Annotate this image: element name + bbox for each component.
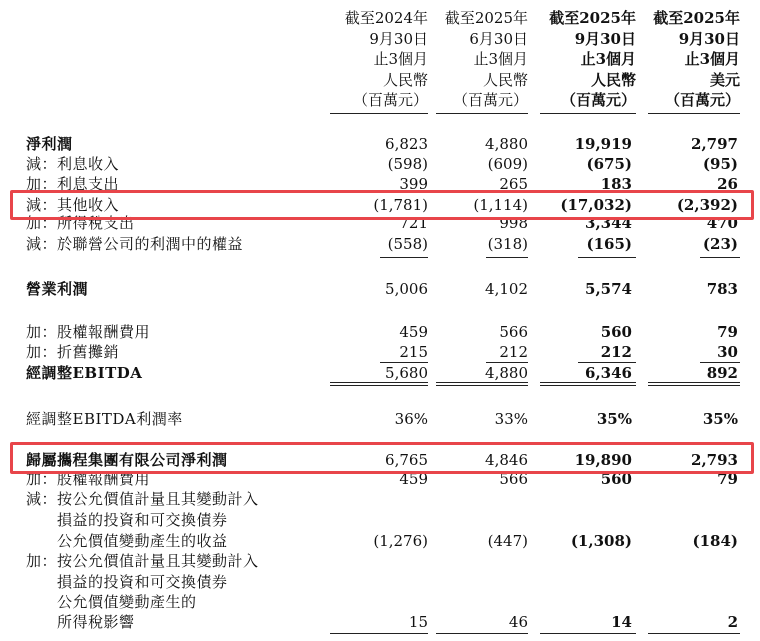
- subtotal-rule: [380, 257, 428, 258]
- table-row: [0, 342, 760, 362]
- header-line: （百萬元）: [452, 91, 528, 109]
- cell-value: 19,919: [574, 135, 632, 153]
- cell-value: (23): [702, 235, 738, 253]
- column-header-q3-2024-rmb: [322, 8, 428, 111]
- cell-value: 46: [508, 613, 528, 631]
- row-label: 加：利息支出: [26, 175, 120, 193]
- row-label: 經調整EBITDA利潤率: [26, 410, 183, 428]
- header-line: 人民幣: [382, 70, 428, 89]
- cell-value: 35%: [702, 410, 738, 428]
- header-rule: [648, 113, 740, 114]
- cell-value: 892: [706, 364, 738, 382]
- cell-value: 33%: [494, 410, 528, 428]
- cell-value: 19,890: [574, 451, 632, 469]
- table-row: [0, 134, 760, 154]
- cell-value: (2,392): [676, 196, 738, 214]
- cell-value: 30: [717, 343, 738, 361]
- cell-value: 4,846: [485, 451, 528, 469]
- cell-value: 560: [600, 470, 632, 488]
- cell-value: (318): [487, 235, 528, 253]
- row-label: 加：股權報酬費用: [26, 323, 151, 341]
- header-line: 人民幣: [590, 70, 636, 89]
- cell-value: (675): [586, 155, 632, 173]
- header-line: 截至2025年: [549, 9, 636, 27]
- row-label: 營業利潤: [26, 280, 89, 298]
- header-line: 止3個月: [373, 50, 428, 68]
- header-line: 止3個月: [473, 50, 528, 68]
- header-line: （百萬元）: [664, 91, 740, 109]
- header-rule: [330, 113, 428, 114]
- cell-value: 6,765: [385, 451, 428, 469]
- cell-value: 4,880: [485, 364, 528, 382]
- cell-value: 2,797: [691, 135, 738, 153]
- cell-value: 215: [399, 343, 428, 361]
- cell-value: 212: [600, 343, 632, 361]
- table-row: [0, 510, 760, 530]
- row-label: 加：折舊攤銷: [26, 343, 120, 361]
- row-label: 減：利息收入: [26, 155, 120, 173]
- cell-value: 5,680: [385, 364, 428, 382]
- cell-value: (598): [387, 155, 428, 173]
- cell-value: 6,823: [385, 135, 428, 153]
- cell-value: 2,793: [691, 451, 738, 469]
- cell-value: (447): [487, 532, 528, 550]
- cell-value: 566: [499, 470, 528, 488]
- cell-value: 721: [399, 214, 428, 232]
- row-label: 損益的投資和可交換債券: [26, 511, 228, 529]
- cell-value: (1,276): [373, 532, 428, 550]
- cell-value: (95): [702, 155, 738, 173]
- header-line: 9月30日: [678, 29, 740, 48]
- header-line: 截至2024年: [344, 9, 428, 27]
- total-double-rule: [648, 382, 740, 386]
- cell-value: 998: [499, 214, 528, 232]
- cell-value: (558): [387, 235, 428, 253]
- cell-value: 5,006: [385, 280, 428, 298]
- cell-value: 212: [499, 343, 528, 361]
- table-row: [0, 322, 760, 342]
- header-line: 6月30日: [469, 29, 528, 48]
- cell-value: 4,880: [485, 135, 528, 153]
- row-label: 加：股權報酬費用: [26, 470, 151, 488]
- cell-value: (1,114): [473, 196, 528, 214]
- header-line: 美元: [709, 70, 740, 89]
- row-label: 經調整EBITDA: [26, 364, 143, 382]
- subtotal-rule: [436, 633, 528, 634]
- cell-value: 5,574: [585, 280, 632, 298]
- cell-value: 183: [600, 175, 632, 193]
- cell-value: 459: [399, 323, 428, 341]
- cell-value: 36%: [394, 410, 428, 428]
- cell-value: (1,308): [570, 532, 632, 550]
- cell-value: 14: [611, 613, 632, 631]
- table-row: [0, 279, 760, 299]
- cell-value: (609): [487, 155, 528, 173]
- table-row: [0, 592, 760, 612]
- header-line: 9月30日: [369, 29, 428, 48]
- header-line: 人民幣: [482, 70, 528, 89]
- cell-value: 26: [717, 175, 738, 193]
- table-row: [0, 154, 760, 174]
- row-label: 公允價值變動產生的: [26, 593, 197, 611]
- cell-value: 399: [399, 175, 428, 193]
- subtotal-rule: [578, 257, 636, 258]
- header-line: 截至2025年: [653, 9, 740, 27]
- cell-value: 783: [706, 280, 738, 298]
- column-header-q2-2025-rmb: [432, 8, 528, 111]
- cell-value: 79: [717, 470, 738, 488]
- row-label: 減：於聯營公司的利潤中的權益: [26, 235, 244, 253]
- row-label: 所得稅影響: [26, 613, 135, 631]
- table-row: [0, 551, 760, 571]
- table-row: [0, 531, 760, 551]
- table-row: [0, 489, 760, 509]
- row-label: 加：所得稅支出: [26, 214, 135, 232]
- table-row: [0, 234, 760, 254]
- row-label: 減：其他收入: [26, 196, 120, 214]
- header-line: 止3個月: [684, 50, 740, 68]
- row-label: 淨利潤: [26, 135, 73, 153]
- total-double-rule: [540, 382, 636, 386]
- cell-value: 4,102: [485, 280, 528, 298]
- subtotal-rule: [648, 633, 740, 634]
- cell-value: 35%: [596, 410, 632, 428]
- highlight-box-net-profit-attributable: [10, 442, 754, 474]
- header-line: （百萬元）: [352, 91, 428, 109]
- cell-value: 3,344: [585, 214, 632, 232]
- cell-value: 459: [399, 470, 428, 488]
- cell-value: (184): [692, 532, 738, 550]
- total-double-rule: [436, 382, 528, 386]
- table-row: [0, 363, 760, 383]
- column-header-q3-2025-rmb: [532, 8, 636, 111]
- column-header-q3-2025-usd: [640, 8, 740, 111]
- table-row: [0, 572, 760, 592]
- subtotal-rule: [700, 257, 740, 258]
- cell-value: 6,346: [585, 364, 632, 382]
- header-rule: [436, 113, 528, 114]
- table-row: [0, 612, 760, 632]
- cell-value: 265: [499, 175, 528, 193]
- header-line: （百萬元）: [560, 91, 636, 109]
- row-label: 歸屬攜程集團有限公司淨利潤: [26, 451, 228, 469]
- table-row: [0, 409, 760, 429]
- subtotal-rule: [540, 633, 636, 634]
- cell-value: 560: [600, 323, 632, 341]
- highlight-box-other-income: [10, 190, 754, 220]
- total-double-rule: [330, 382, 428, 386]
- cell-value: (17,032): [560, 196, 632, 214]
- subtotal-rule: [330, 633, 428, 634]
- cell-value: 470: [706, 214, 738, 232]
- cell-value: 79: [717, 323, 738, 341]
- subtotal-rule: [486, 257, 528, 258]
- cell-value: 2: [727, 613, 738, 631]
- header-rule: [540, 113, 636, 114]
- cell-value: (1,781): [373, 196, 428, 214]
- cell-value: 566: [499, 323, 528, 341]
- cell-value: 15: [408, 613, 428, 631]
- header-line: 止3個月: [580, 50, 636, 68]
- header-line: 9月30日: [574, 29, 636, 48]
- row-label: 加：按公允價值計量且其變動計入: [26, 552, 259, 570]
- row-label: 減：按公允價值計量且其變動計入: [26, 490, 259, 508]
- row-label: 損益的投資和可交換債券: [26, 573, 228, 591]
- row-label: 公允價值變動產生的收益: [26, 532, 228, 550]
- cell-value: (165): [586, 235, 632, 253]
- header-line: 截至2025年: [444, 9, 528, 27]
